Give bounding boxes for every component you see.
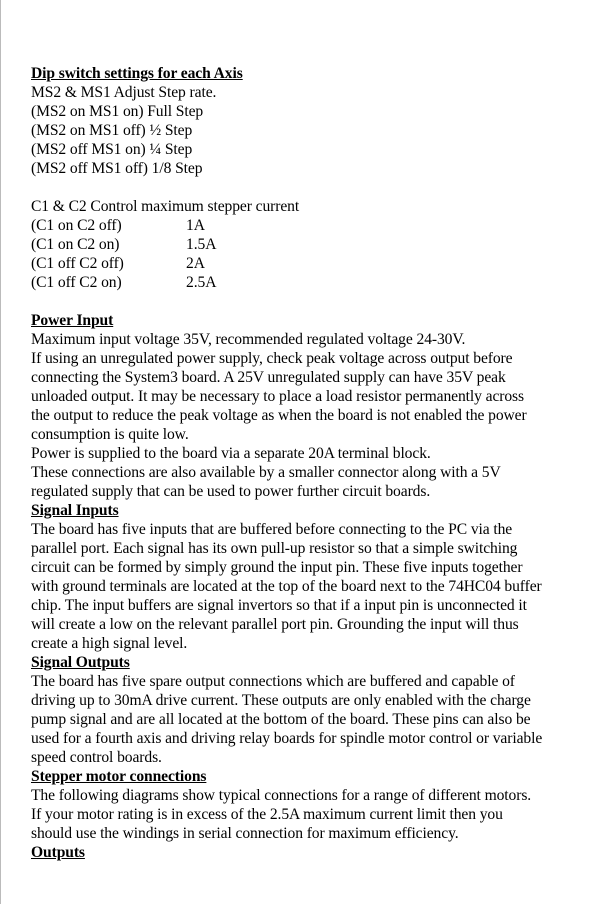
signal-inputs-line: The board has five inputs that are buffered before connecting to the PC via the: [31, 521, 513, 538]
stepper-motor-line: If your motor rating is in excess of the 2.5A maximum current limit then you: [31, 806, 503, 823]
current-setting: (C1 off C2 on): [31, 274, 122, 291]
power-input-line: unloaded output. It may be necessary to place a load resistor permanently across: [31, 388, 524, 405]
step-setting-line: (MS2 on MS1 on) Full Step: [31, 103, 204, 120]
signal-outputs-line: speed control boards.: [31, 749, 162, 766]
signal-inputs-line: create a high signal level.: [31, 635, 188, 652]
signal-inputs-heading: Signal Inputs: [31, 502, 119, 519]
page-edge-rule: [0, 0, 1, 904]
power-input-line: the output to reduce the peak voltage as when the board is not enabled the power: [31, 407, 527, 424]
power-input-line: regulated supply that can be used to power further circuit boards.: [31, 483, 431, 500]
current-row: [31, 235, 597, 254]
power-input-line: If using an unregulated power supply, check peak voltage across output before: [31, 350, 513, 367]
stepper-motor-heading: Stepper motor connections: [31, 768, 207, 785]
signal-inputs-line: with ground terminals are located at the top of the board next to the 74HC04 buffer: [31, 578, 542, 595]
current-value: 2.5A: [186, 274, 217, 291]
current-row: [31, 254, 597, 273]
signal-outputs-heading: Signal Outputs: [31, 654, 130, 671]
current-setting: (C1 off C2 off): [31, 255, 124, 272]
power-input-line: Power is supplied to the board via a separate 20A terminal block.: [31, 445, 431, 462]
power-input-heading: Power Input: [31, 312, 114, 329]
stepper-motor-line: should use the windings in serial connection for maximum efficiency.: [31, 825, 459, 842]
signal-inputs-line: parallel port. Each signal has its own pull-up resistor so that a simple switching: [31, 540, 518, 557]
current-value: 1A: [186, 217, 205, 234]
current-row: [31, 273, 597, 292]
power-input-line: These connections are also available by a smaller connector along with a 5V: [31, 464, 501, 481]
signal-inputs-line: will create a low on the relevant parallel port pin. Grounding the input will thus: [31, 616, 519, 633]
blank-line: [31, 292, 597, 311]
power-input-line: Maximum input voltage 35V, recommended regulated voltage 24-30V.: [31, 331, 466, 348]
blank-line: [31, 178, 597, 197]
step-setting-line: (MS2 off MS1 off) 1/8 Step: [31, 160, 203, 177]
step-setting-line: (MS2 off MS1 on) ¼ Step: [31, 141, 193, 158]
signal-inputs-line: circuit can be formed by simply ground the input pin. These five inputs together: [31, 559, 523, 576]
current-intro: C1 & C2 Control maximum stepper current: [31, 198, 300, 215]
dip-switch-heading: Dip switch settings for each Axis: [31, 65, 243, 82]
current-setting: (C1 on C2 on): [31, 236, 120, 253]
power-input-line: connecting the System3 board. A 25V unregulated supply can have 35V peak: [31, 369, 506, 386]
document-page: [31, 64, 597, 862]
signal-outputs-line: The board has five spare output connections which are buffered and capable of: [31, 673, 515, 690]
signal-inputs-line: chip. The input buffers are signal invertors so that if a input pin is unconnected it: [31, 597, 527, 614]
signal-outputs-line: pump signal and are all located at the bottom of the board. These pins can also be: [31, 711, 531, 728]
signal-outputs-line: used for a fourth axis and driving relay boards for spindle motor control or variable: [31, 730, 543, 747]
stepper-motor-line: The following diagrams show typical connections for a range of different motors.: [31, 787, 532, 804]
current-value: 2A: [186, 255, 205, 272]
current-row: [31, 216, 597, 235]
outputs-heading: Outputs: [31, 844, 85, 861]
step-setting-line: (MS2 on MS1 off) ½ Step: [31, 122, 193, 139]
dip-switch-intro: MS2 & MS1 Adjust Step rate.: [31, 84, 217, 101]
current-value: 1.5A: [186, 236, 217, 253]
signal-outputs-line: driving up to 30mA drive current. These outputs are only enabled with the charge: [31, 692, 531, 709]
current-setting: (C1 on C2 off): [31, 217, 122, 234]
power-input-line: consumption is quite low.: [31, 426, 189, 443]
